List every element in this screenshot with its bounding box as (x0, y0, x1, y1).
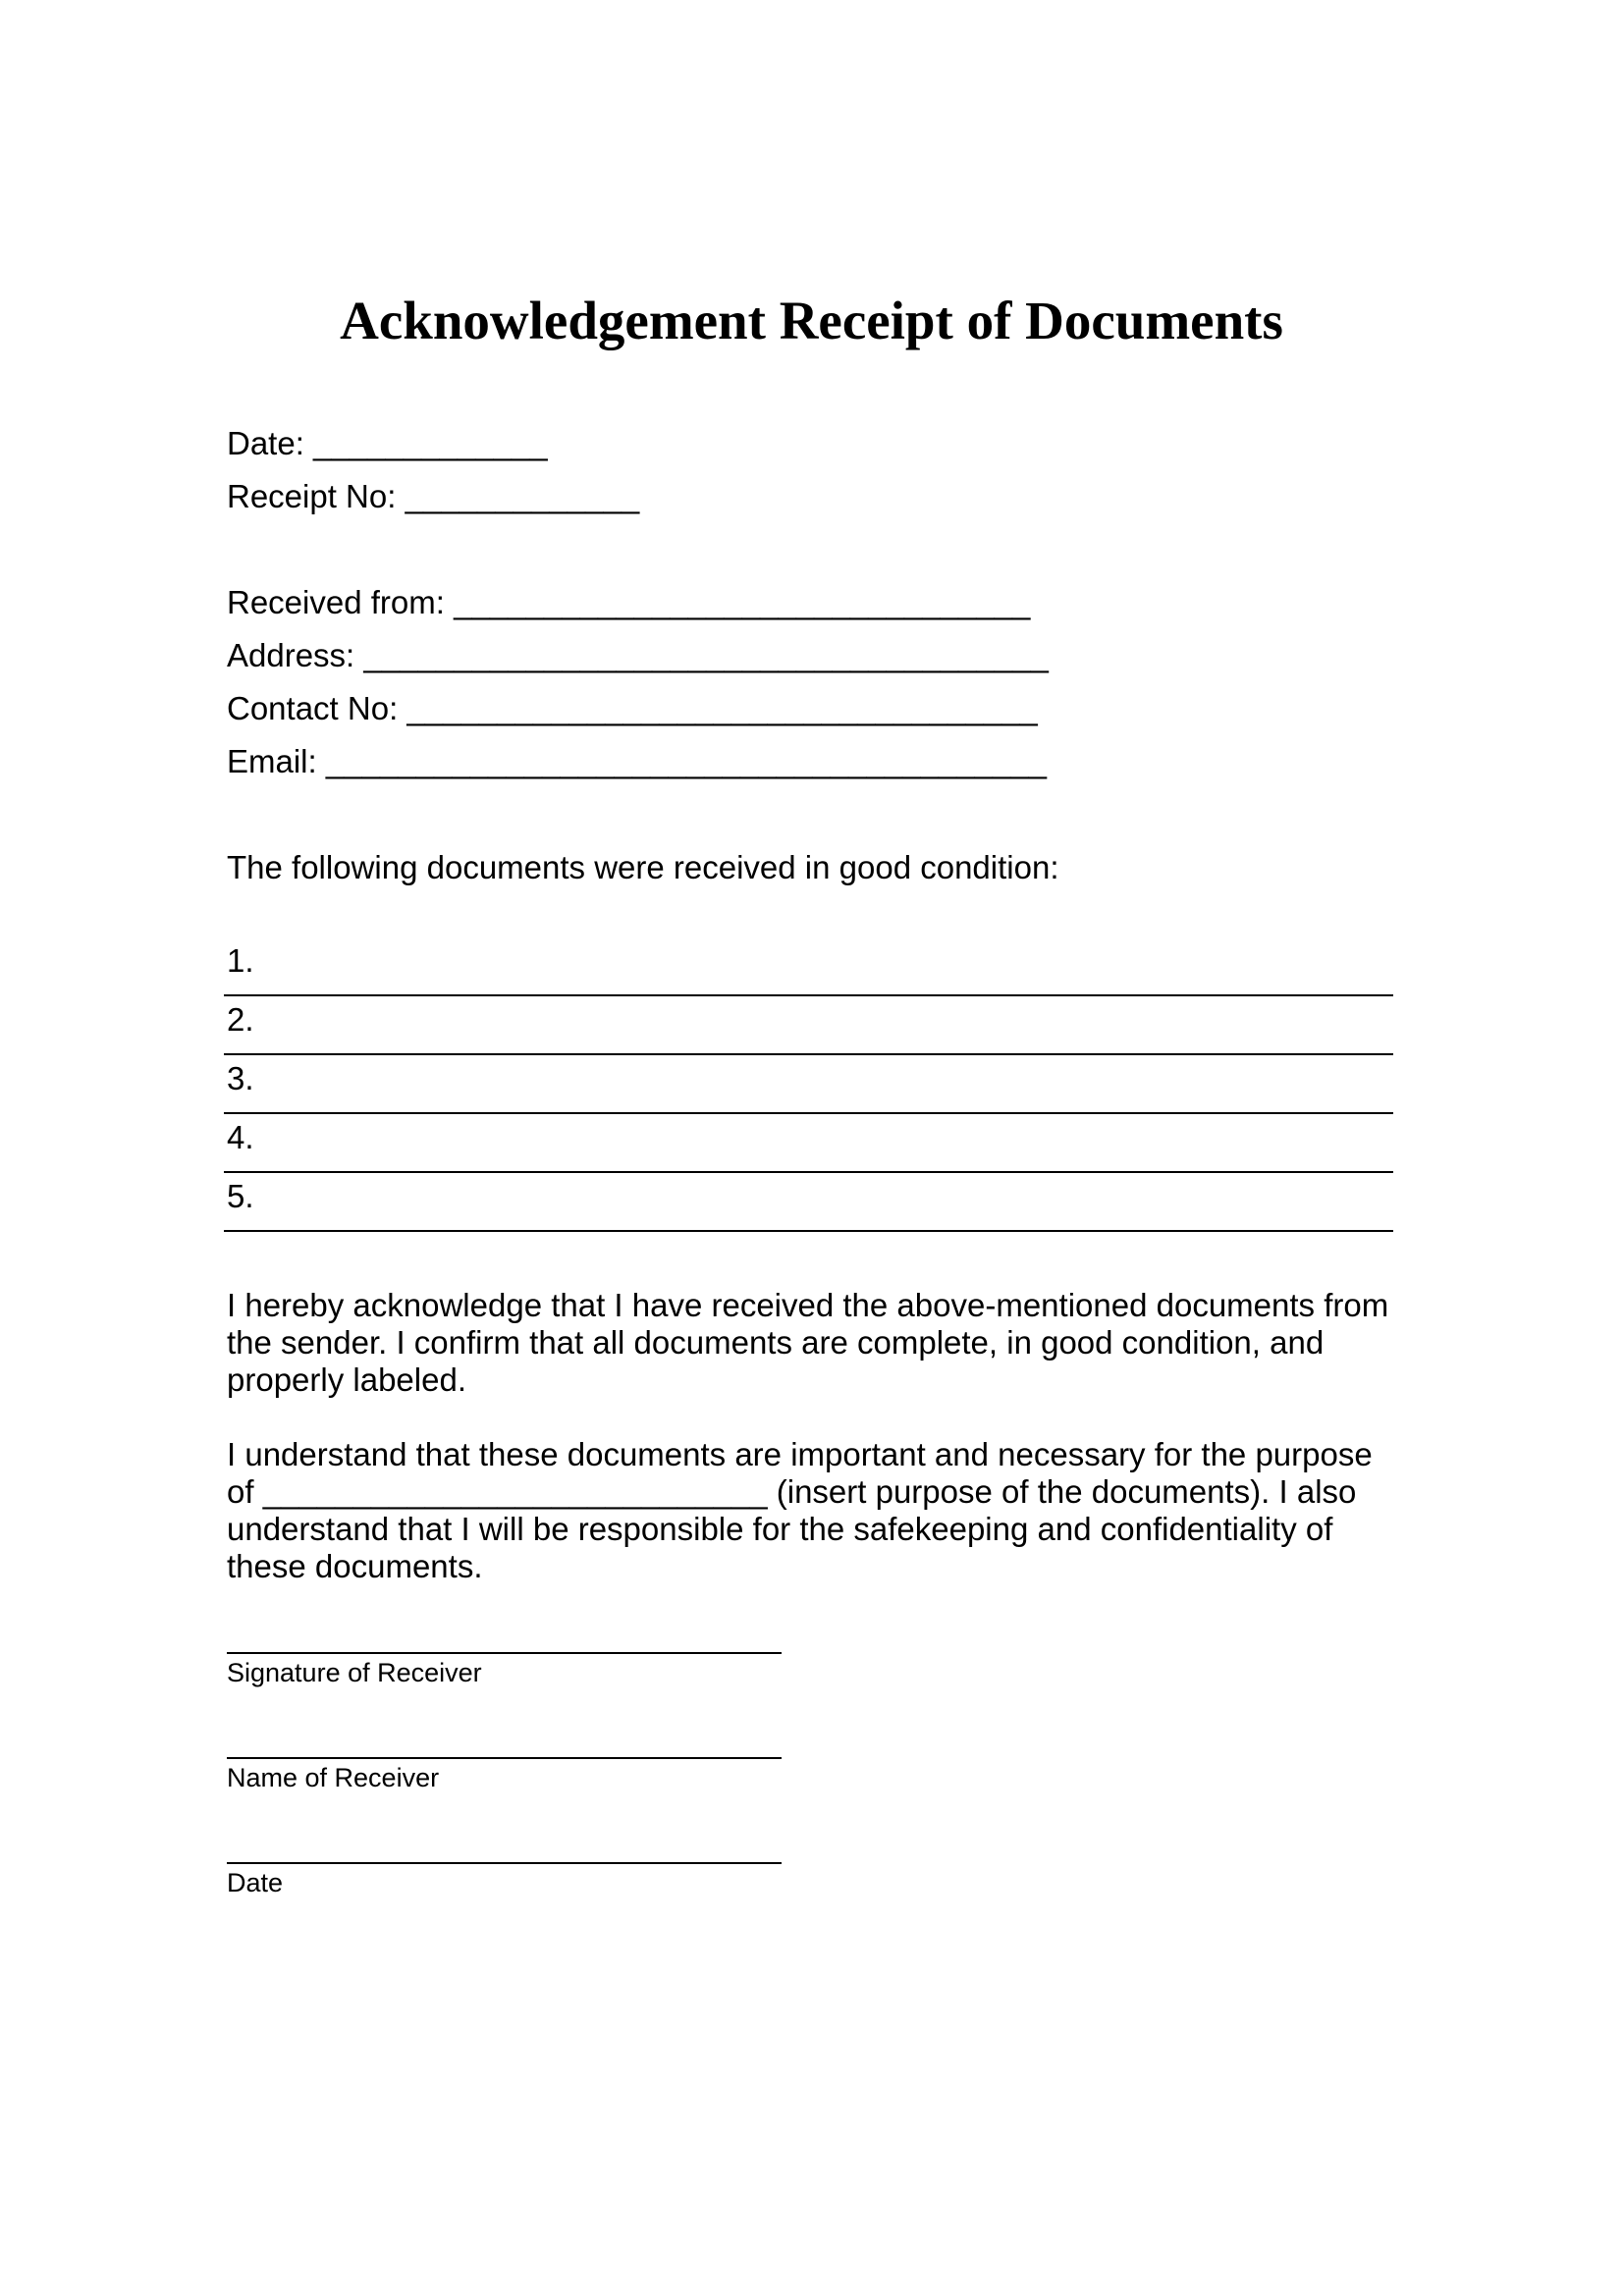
contact-no-label: Contact No: (227, 690, 399, 726)
address-blank[interactable]: ______________________________________ (363, 637, 1049, 673)
purpose-paragraph: I understand that these documents are important and necessary for the purpose of ____________________________ (insert purpose of the documents). I also understand that I will be responsible for the safekeeping and confidentiality of these documents. (227, 1436, 1373, 1584)
document-item-number: 3. (227, 1060, 254, 1096)
date-label: Date: (227, 425, 304, 461)
email-field[interactable] (227, 742, 1047, 781)
receiver-name-line[interactable] (227, 1757, 782, 1759)
documents-intro: The following documents were received in good condition: (227, 849, 1059, 885)
document-item-number: 2. (227, 1001, 254, 1038)
contact-no-field[interactable] (227, 689, 1038, 728)
received-from-label: Received from: (227, 584, 445, 620)
document-item-number: 5. (227, 1178, 254, 1214)
date-blank[interactable]: _____________ (313, 425, 548, 461)
receiver-name-label: Name of Receiver (227, 1763, 440, 1792)
receipt-no-blank[interactable]: _____________ (405, 478, 640, 514)
address-field[interactable] (227, 636, 1049, 675)
page-title: Acknowledgement Receipt of Documents (340, 291, 1283, 350)
document-item[interactable] (224, 1114, 1393, 1173)
document-item[interactable] (224, 1055, 1393, 1114)
received-from-blank[interactable]: ________________________________ (454, 584, 1031, 620)
receipt-no-field[interactable] (227, 477, 639, 516)
email-label: Email: (227, 743, 317, 779)
received-from-field[interactable] (227, 583, 1030, 622)
document-item[interactable] (224, 937, 1393, 996)
signature-label: Signature of Receiver (227, 1658, 482, 1687)
document-item-number: 4. (227, 1119, 254, 1155)
document-item-number: 1. (227, 942, 254, 979)
address-label: Address: (227, 637, 355, 673)
receipt-date-label: Date (227, 1868, 284, 1897)
date-field[interactable] (227, 424, 548, 463)
acknowledgement-paragraph: I hereby acknowledge that I have received the above-mentioned documents from the sender. I confirm that all documents are complete, in good condition, and properly labeled. (227, 1287, 1389, 1398)
document-item[interactable] (224, 996, 1393, 1055)
contact-no-blank[interactable]: ___________________________________ (406, 690, 1038, 726)
email-blank[interactable]: ________________________________________ (325, 743, 1047, 779)
receipt-date-line[interactable] (227, 1862, 782, 1864)
receipt-no-label: Receipt No: (227, 478, 397, 514)
signature-line[interactable] (227, 1652, 782, 1654)
document-item[interactable] (224, 1173, 1393, 1232)
